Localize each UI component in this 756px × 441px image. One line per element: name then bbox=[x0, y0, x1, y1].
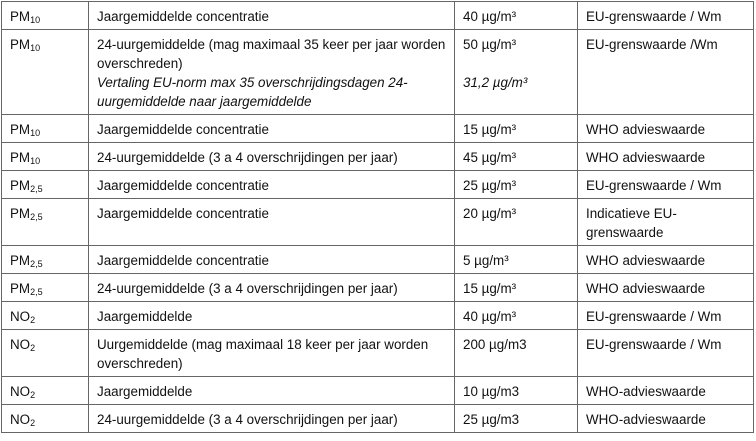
pollutant-cell: $PM_{10}$ bbox=[2, 143, 89, 171]
description-cell: Jaargemiddelde concentratie bbox=[89, 246, 455, 274]
value-cell: 5 µg/m³ bbox=[455, 246, 578, 274]
pollutant-cell: $NO_2$ bbox=[2, 377, 89, 405]
table-row bbox=[2, 330, 754, 377]
table-row bbox=[2, 274, 754, 302]
norm-cell: EU-grenswaarde /Wm bbox=[578, 30, 754, 115]
description-cell: Jaargemiddelde concentratie bbox=[89, 115, 455, 143]
pollutant-cell: $PM_{2,5}$ bbox=[2, 199, 89, 246]
value-cell: 25 µg/m3 bbox=[455, 405, 578, 433]
table-row bbox=[2, 405, 754, 433]
value-cell: 40 µg/m³ bbox=[455, 2, 578, 30]
value-cell: 45 µg/m³ bbox=[455, 143, 578, 171]
value-cell bbox=[455, 30, 578, 115]
description-cell: Jaargemiddelde concentratie bbox=[89, 199, 455, 246]
pollutant-cell: $NO_2$ bbox=[2, 330, 89, 377]
description-cell bbox=[89, 30, 455, 115]
description-cell: Jaargemiddelde bbox=[89, 302, 455, 330]
norm-cell: WHO-advieswaarde bbox=[578, 377, 754, 405]
pollutant-cell: $PM_{10}$ bbox=[2, 115, 89, 143]
pollutant-cell: $PM_{10}$ bbox=[2, 2, 89, 30]
table-row bbox=[2, 246, 754, 274]
value-cell: 15 µg/m³ bbox=[455, 274, 578, 302]
description-text: 24-uurgemiddelde (mag maximaal 35 keer per jaar worden overschreden) bbox=[97, 37, 446, 71]
norm-cell: WHO-advieswaarde bbox=[578, 405, 754, 433]
value-cell: 10 µg/m3 bbox=[455, 377, 578, 405]
pollutant-cell: $PM_{2,5}$ bbox=[2, 246, 89, 274]
pollutant-cell: $NO_2$ bbox=[2, 405, 89, 433]
norm-cell: WHO advieswaarde bbox=[578, 274, 754, 302]
value-cell: 15 µg/m³ bbox=[455, 115, 578, 143]
norm-cell: EU-grenswaarde / Wm bbox=[578, 330, 754, 377]
pollutant-cell: $PM_{2,5}$ bbox=[2, 171, 89, 199]
description-cell: 24-uurgemiddelde (3 a 4 overschrijdingen per jaar) bbox=[89, 143, 455, 171]
description-cell: Jaargemiddelde concentratie bbox=[89, 2, 455, 30]
value-text: 50 µg/m³ bbox=[463, 37, 517, 52]
pollutant-cell: $NO_2$ bbox=[2, 302, 89, 330]
value-cell: 200 µg/m3 bbox=[455, 330, 578, 377]
table-row bbox=[2, 143, 754, 171]
pollutant-cell: $PM_{2,5}$ bbox=[2, 274, 89, 302]
value-cell: 25 µg/m³ bbox=[455, 171, 578, 199]
description-cell: Jaargemiddelde bbox=[89, 377, 455, 405]
norm-cell: EU-grenswaarde / Wm bbox=[578, 2, 754, 30]
table-row bbox=[2, 115, 754, 143]
description-cell: 24-uurgemiddelde (3 a 4 overschrijdingen per jaar) bbox=[89, 274, 455, 302]
norm-cell: EU-grenswaarde / Wm bbox=[578, 171, 754, 199]
description-cell: Jaargemiddelde concentratie bbox=[89, 171, 455, 199]
norm-cell: WHO advieswaarde bbox=[578, 143, 754, 171]
value-cell: 20 µg/m³ bbox=[455, 199, 578, 246]
note-description: Vertaling EU-norm max 35 overschrijdingsdagen 24-uurgemiddelde naar jaargemiddelde bbox=[97, 75, 408, 109]
value-cell: 40 µg/m³ bbox=[455, 302, 578, 330]
table-row bbox=[2, 199, 754, 246]
table-row bbox=[2, 171, 754, 199]
table-row bbox=[2, 377, 754, 405]
table-row bbox=[2, 30, 754, 115]
norm-cell: WHO advieswaarde bbox=[578, 246, 754, 274]
norm-cell: WHO advieswaarde bbox=[578, 115, 754, 143]
norm-cell: EU-grenswaarde / Wm bbox=[578, 302, 754, 330]
air-quality-norms-table bbox=[1, 1, 754, 433]
description-cell: Uurgemiddelde (mag maximaal 18 keer per jaar worden overschreden) bbox=[89, 330, 455, 377]
pollutant-cell: $PM_{10}$ bbox=[2, 30, 89, 115]
norm-cell: Indicatieve EU-grenswaarde bbox=[578, 199, 754, 246]
table-row bbox=[2, 2, 754, 30]
description-cell: 24-uurgemiddelde (3 a 4 overschrijdingen per jaar) bbox=[89, 405, 455, 433]
table-row bbox=[2, 302, 754, 330]
note-value: 31,2 µg/m³ bbox=[463, 75, 528, 90]
